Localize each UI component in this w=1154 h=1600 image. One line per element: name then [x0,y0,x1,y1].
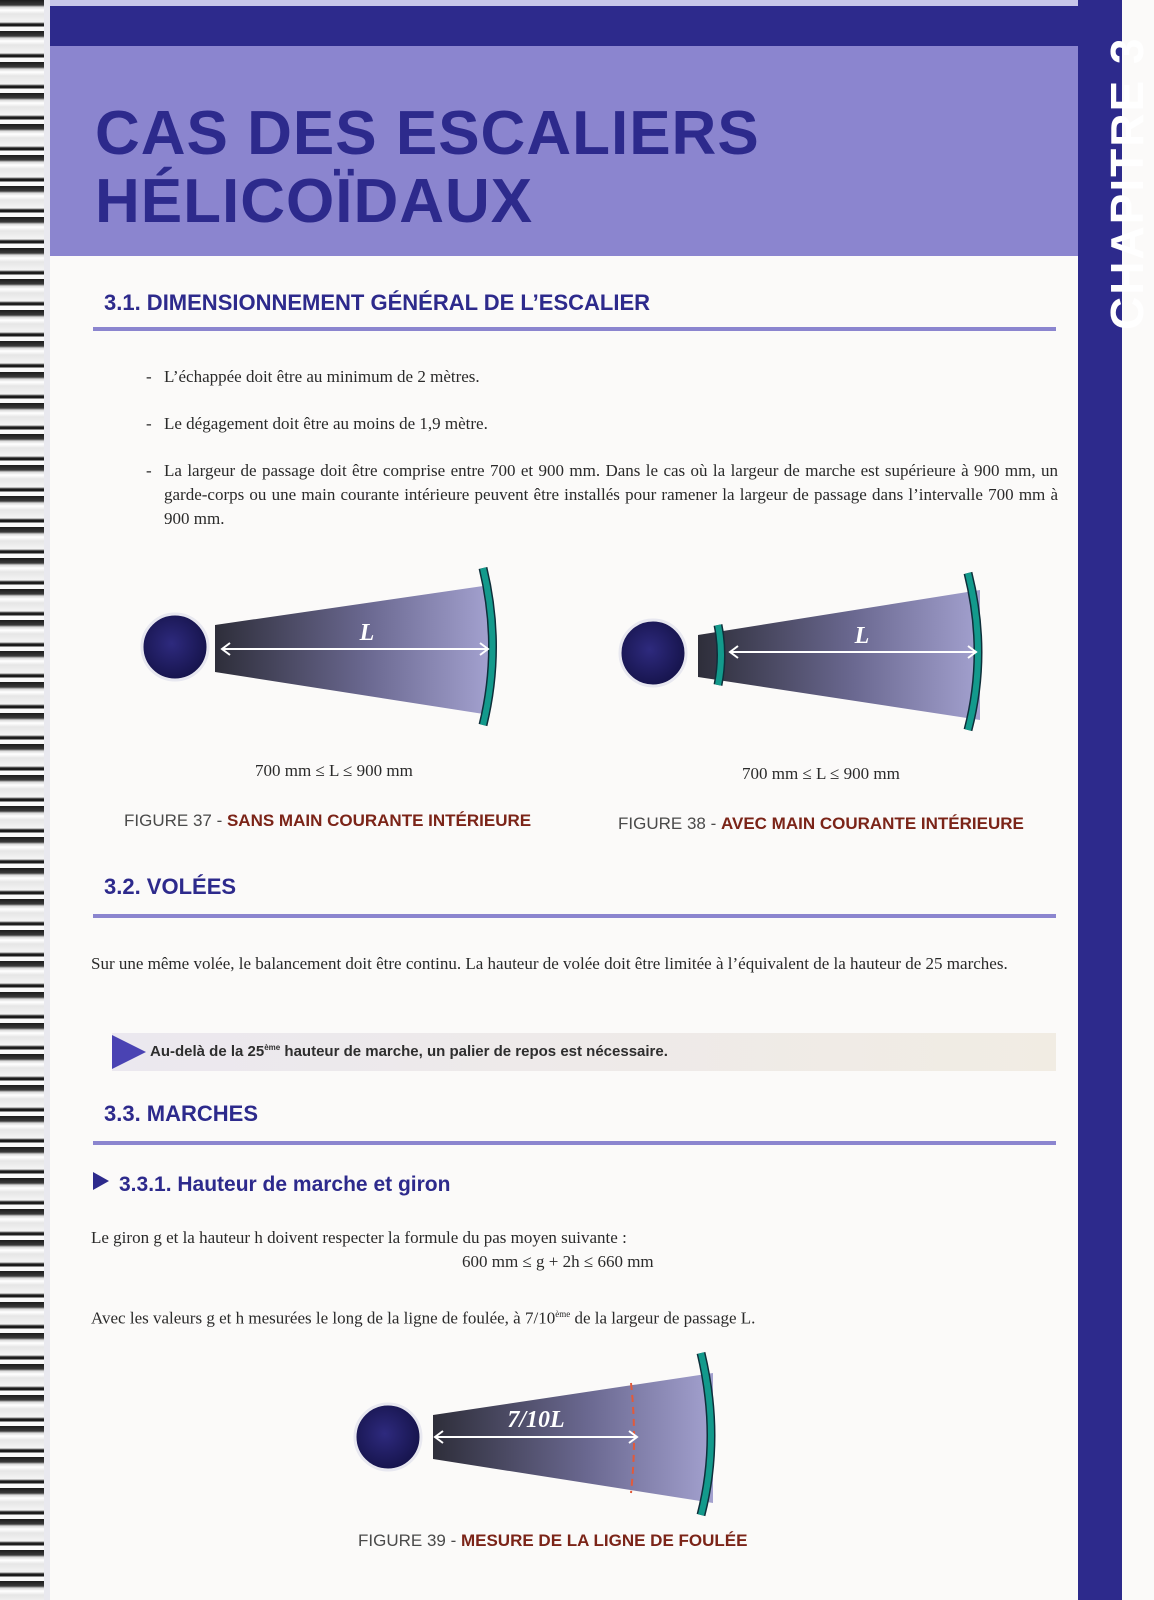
spiral-binding [0,0,50,1600]
paragraph-superscript: ème [555,1309,571,1319]
bullet-list [146,365,1058,554]
giron-paragraph: Le giron g et la hauteur h doivent respecter la formule du pas moyen suivante : [91,1228,627,1247]
note-text-part: hauteur de marche, un palier de repos est nécessaire. [280,1043,668,1060]
figure-38-caption [618,814,1024,834]
inner-handrail-fill [718,625,721,685]
top-band [50,0,1078,46]
figure-37-diagram [130,560,510,735]
dimension-label: L [854,623,870,649]
figure-37-caption [124,811,531,831]
paragraph-text-part: Avec les valeurs g et h mesurées le long de la ligne de foulée, à 7/10 [91,1308,556,1328]
figure-39-diagram [345,1345,735,1525]
caption-separator: - [705,814,721,833]
subsection-heading-text: 3.3.1. Hauteur de marche et giron [119,1173,451,1196]
dimension-label: L [359,620,375,646]
newel-core [142,614,208,680]
bullet-item: - L’échappée doit être au minimum de 2 mètres. [146,365,1058,389]
triangle-right-icon [93,1172,109,1190]
figure-title: SANS MAIN COURANTE INTÉRIEURE [226,811,532,830]
note-superscript: ème [264,1043,281,1052]
note-callout [112,1033,1056,1071]
caption-separator: - [211,811,227,830]
figure-number: FIGURE 38 [618,814,706,833]
section-heading-3-3: 3.3. MARCHES [104,1101,259,1126]
note-arrow-icon [112,1035,146,1069]
tread-shape [698,590,980,720]
figure-title: MESURE DE LA LIGNE DE FOULÉE [460,1531,748,1550]
section-rule-3-1 [93,327,1056,331]
section-rule-3-2 [93,914,1056,918]
figure-37-dimension: 700 mm ≤ L ≤ 900 mm [255,761,413,780]
newel-core [355,1404,421,1470]
paragraph-text-part: de la largeur de passage L. [570,1308,756,1328]
page-title-line1: CAS DES ESCALIERS [95,99,760,168]
figure-number: FIGURE 37 [124,811,212,830]
page-title [95,100,760,236]
subsection-heading [93,1172,450,1197]
section-heading-3-1: 3.1. DIMENSIONNEMENT GÉNÉRAL DE L’ESCALIER [104,290,651,315]
page-title-line2: HÉLICOÏDAUX [95,167,534,236]
bullet-item: - La largeur de passage doit être comprise entre 700 et 900 mm. Dans le cas où la largeur de marche est supérieure à 900 mm, un garde-corps ou une main courante intérieure peuvent être installés pour ramener la largeur de passage dans l’intervalle 700 mm à 900 mm. [146,459,1058,531]
figure-38-dimension: 700 mm ≤ L ≤ 900 mm [742,764,900,783]
figure-39-caption [358,1531,747,1551]
newel-core [620,620,686,686]
figure-title: AVEC MAIN COURANTE INTÉRIEURE [720,814,1024,833]
step-formula: 600 mm ≤ g + 2h ≤ 660 mm [462,1252,654,1271]
foulee-paragraph [91,1302,1056,1331]
caption-separator: - [445,1531,461,1550]
bullet-item: - Le dégagement doit être au moins de 1,9 mètre. [146,412,1058,436]
note-text-part: Au-delà de la 25 [150,1043,265,1060]
figure-38-diagram [610,565,1000,740]
note-text [150,1043,668,1060]
dimension-label: 7/10L [507,1407,565,1433]
chapter-label: CHAPITRE 3 [1101,36,1153,330]
figure-number: FIGURE 39 [358,1531,446,1550]
volees-paragraph: Sur une même volée, le balancement doit être continu. La hauteur de volée doit être limitée à l’équivalent de la hauteur de 25 marches. [91,954,1008,973]
section-rule-3-3 [93,1141,1056,1145]
section-heading-3-2: 3.2. VOLÉES [104,874,237,899]
